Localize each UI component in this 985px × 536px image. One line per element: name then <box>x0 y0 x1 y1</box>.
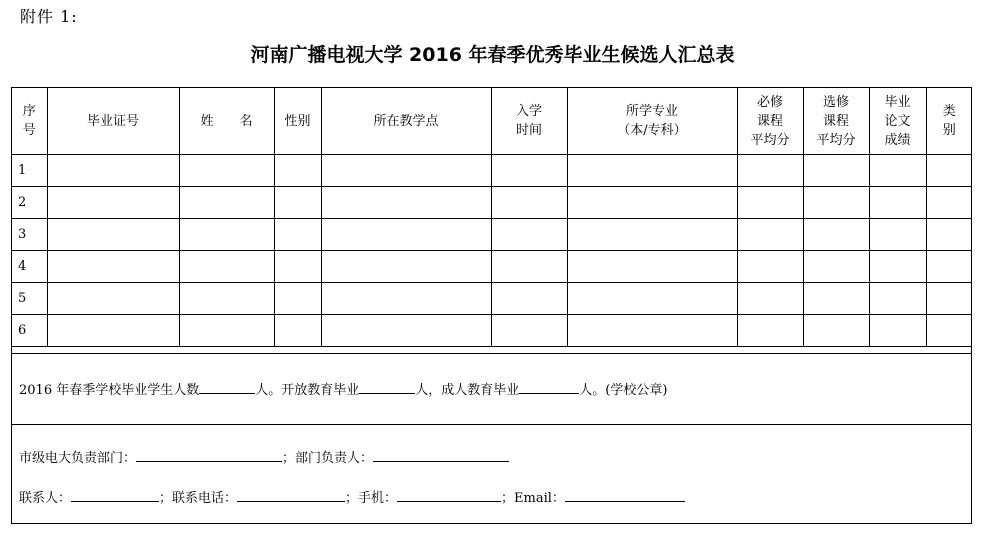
table-cell[interactable] <box>926 315 972 347</box>
header-seq <box>12 88 47 155</box>
table-cell[interactable] <box>321 251 491 283</box>
table-cell[interactable] <box>567 283 737 315</box>
table-cell[interactable] <box>869 187 926 219</box>
table-cell[interactable] <box>803 315 869 347</box>
table-cell[interactable] <box>274 219 321 251</box>
table-cell[interactable] <box>274 283 321 315</box>
header-seq-line: 序 <box>22 104 36 119</box>
header-seq-line: 号 <box>22 123 36 138</box>
row-number: 4 <box>12 251 47 283</box>
table-cell[interactable] <box>567 251 737 283</box>
table-cell[interactable] <box>179 187 274 219</box>
dept-head-label: ；部门负责人： <box>282 451 374 466</box>
contact-person-field[interactable] <box>71 487 159 502</box>
table-cell[interactable] <box>869 219 926 251</box>
header-category-line: 类 <box>942 104 956 119</box>
row-number: 2 <box>12 187 47 219</box>
header-elective-avg-line: 平均分 <box>816 132 856 148</box>
table-cell[interactable] <box>179 315 274 347</box>
table-cell[interactable] <box>926 283 972 315</box>
table-cell[interactable] <box>491 155 567 187</box>
header-required-avg-line: 课程 <box>756 113 783 129</box>
summary-text-2: 人。开放教育毕业 <box>255 383 360 398</box>
city-office-field[interactable] <box>136 447 282 462</box>
adult-education-blank[interactable] <box>519 379 579 394</box>
header-major-line: （本/专科） <box>617 123 687 138</box>
table-cell[interactable] <box>737 219 803 251</box>
table-cell[interactable] <box>491 251 567 283</box>
email-label: ；Email： <box>501 491 565 506</box>
table-cell[interactable] <box>803 251 869 283</box>
candidate-summary-form <box>11 87 972 524</box>
table-cell[interactable] <box>274 187 321 219</box>
table-cell[interactable] <box>179 155 274 187</box>
header-enrollment-time <box>491 88 567 155</box>
header-required-avg-line: 必修 <box>756 94 783 110</box>
total-graduates-blank[interactable] <box>199 379 255 394</box>
table-cell[interactable] <box>737 251 803 283</box>
table-row <box>12 251 972 283</box>
table-cell[interactable] <box>321 155 491 187</box>
header-enrollment-time-line: 时间 <box>515 123 542 138</box>
graduate-count-summary <box>12 353 971 424</box>
row-number: 3 <box>12 219 47 251</box>
table-cell[interactable] <box>321 283 491 315</box>
header-name-line: 姓 名 <box>200 113 253 129</box>
row-number: 1 <box>12 155 47 187</box>
header-elective-avg <box>803 88 869 155</box>
mobile-field[interactable] <box>397 487 501 502</box>
table-cell[interactable] <box>567 219 737 251</box>
header-thesis-score-line: 成绩 <box>884 132 911 148</box>
table-cell[interactable] <box>567 155 737 187</box>
table-cell[interactable] <box>47 219 179 251</box>
table-cell[interactable] <box>737 155 803 187</box>
table-cell[interactable] <box>926 251 972 283</box>
table-cell[interactable] <box>321 219 491 251</box>
header-category-line: 别 <box>942 123 956 138</box>
header-gender <box>274 88 321 155</box>
header-required-avg-line: 平均分 <box>750 132 790 148</box>
table-cell[interactable] <box>567 315 737 347</box>
header-certificate-no-line: 毕业证号 <box>86 113 139 129</box>
table-cell[interactable] <box>491 187 567 219</box>
header-thesis-score-line: 毕业 <box>884 94 911 110</box>
header-thesis-score <box>869 88 926 155</box>
city-office-label: 市级电大负责部门： <box>19 451 137 466</box>
header-study-center <box>321 88 491 155</box>
table-cell[interactable] <box>47 251 179 283</box>
table-cell[interactable] <box>869 283 926 315</box>
phone-label: ；联系电话： <box>159 491 238 506</box>
table-cell[interactable] <box>47 283 179 315</box>
table-cell[interactable] <box>869 155 926 187</box>
table-cell[interactable] <box>321 187 491 219</box>
table-row <box>12 155 972 187</box>
open-education-blank[interactable] <box>359 379 415 394</box>
page-title: 河南广播电视大学 2016 年春季优秀毕业生候选人汇总表 <box>250 44 735 66</box>
table-cell[interactable] <box>926 155 972 187</box>
table-cell[interactable] <box>737 283 803 315</box>
attachment-label: 附件 1: <box>20 7 78 26</box>
row-number: 5 <box>12 283 47 315</box>
header-gender-line: 性别 <box>284 113 311 129</box>
table-cell[interactable] <box>737 187 803 219</box>
table-cell[interactable] <box>869 315 926 347</box>
header-elective-avg-line: 课程 <box>822 113 849 129</box>
table-cell[interactable] <box>47 315 179 347</box>
table-cell[interactable] <box>567 187 737 219</box>
table-cell[interactable] <box>926 219 972 251</box>
contact-section <box>12 424 971 524</box>
header-name <box>179 88 274 155</box>
mobile-label: ；手机： <box>345 491 398 506</box>
row-number: 6 <box>12 315 47 347</box>
table-cell[interactable] <box>803 155 869 187</box>
table-cell[interactable] <box>274 315 321 347</box>
table-cell[interactable] <box>737 315 803 347</box>
header-major-line: 所学专业 <box>625 104 678 119</box>
table-row <box>12 219 972 251</box>
candidate-table <box>12 88 972 347</box>
summary-text-1: 2016 年春季学校毕业学生人数 <box>19 383 200 398</box>
summary-text-3: 人，成人教育毕业 <box>415 383 520 398</box>
table-cell[interactable] <box>179 251 274 283</box>
header-thesis-score-line: 论文 <box>884 113 911 129</box>
contact-person-label: 联系人： <box>19 491 72 506</box>
summary-text-4: 人。(学校公章) <box>579 383 668 398</box>
table-cell[interactable] <box>179 283 274 315</box>
table-row <box>12 283 972 315</box>
header-enrollment-time-line: 入学 <box>515 104 542 119</box>
table-cell[interactable] <box>803 283 869 315</box>
table-cell[interactable] <box>321 315 491 347</box>
phone-field[interactable] <box>237 487 345 502</box>
header-certificate-no <box>47 88 179 155</box>
header-elective-avg-line: 选修 <box>822 94 849 110</box>
header-category <box>926 88 972 155</box>
table-cell[interactable] <box>491 315 567 347</box>
dept-head-field[interactable] <box>373 447 509 462</box>
header-required-avg <box>737 88 803 155</box>
table-cell[interactable] <box>803 187 869 219</box>
email-field[interactable] <box>565 487 685 502</box>
table-cell[interactable] <box>869 251 926 283</box>
table-cell[interactable] <box>274 251 321 283</box>
table-cell[interactable] <box>926 187 972 219</box>
table-cell[interactable] <box>491 283 567 315</box>
header-row <box>12 88 972 155</box>
table-row <box>12 187 972 219</box>
header-study-center-line: 所在教学点 <box>373 113 439 129</box>
table-cell[interactable] <box>803 219 869 251</box>
table-cell[interactable] <box>179 219 274 251</box>
table-cell[interactable] <box>274 155 321 187</box>
table-cell[interactable] <box>491 219 567 251</box>
table-cell[interactable] <box>47 187 179 219</box>
table-row <box>12 315 972 347</box>
table-cell[interactable] <box>47 155 179 187</box>
header-major <box>567 88 737 155</box>
